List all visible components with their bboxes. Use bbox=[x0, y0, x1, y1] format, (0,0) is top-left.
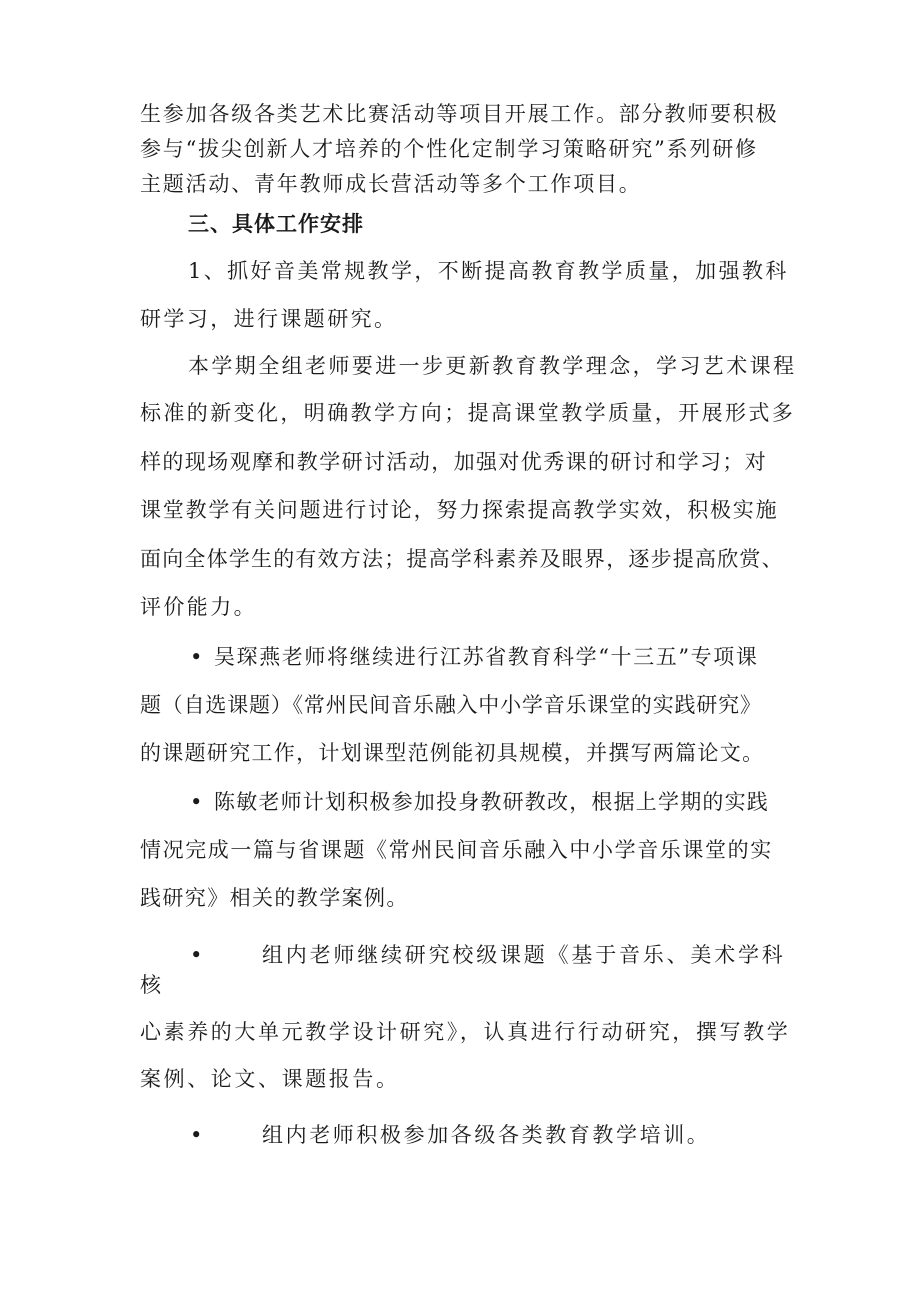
bullet-marker: • bbox=[190, 943, 203, 967]
text-line: 践研究》相关的教学案例。 bbox=[140, 886, 409, 910]
text-line: 样的现场观摩和教学研讨活动，加强对优秀课的研讨和学习；对 bbox=[140, 450, 768, 474]
bullet-marker: • bbox=[190, 645, 203, 669]
text-line: 的课题研究工作，计划课型范例能初具规模，并撰写两篇论文。 bbox=[140, 741, 765, 765]
text-line: 生参加各级各类艺术比赛活动等项目开展工作。部分教师要积极 bbox=[140, 102, 779, 126]
bullet-marker: • bbox=[190, 1123, 203, 1147]
text-line: 课堂教学有关问题进行讨论，努力探索提高教学实效，积极实施 bbox=[140, 498, 779, 522]
text-line: 案例、论文、课题报告。 bbox=[140, 1067, 400, 1091]
text-line: 面向全体学生的有效方法；提高学科素养及眼界，逐步提高欣赏、 bbox=[140, 547, 784, 571]
text-line: 情况完成一篇与省课题《常州民间音乐融入中小学音乐课堂的实 bbox=[140, 838, 773, 862]
text-line: 心素养的大单元教学设计研究》，认真进行行动研究，撰写教学 bbox=[140, 1020, 791, 1044]
bullet-marker: • bbox=[190, 790, 203, 814]
text-line: 组内老师积极参加各级各类教育教学培训。 bbox=[262, 1123, 711, 1147]
text-line: 主题活动、青年教师成长营活动等多个工作项目。 bbox=[140, 172, 642, 196]
text-line: 参与“拔尖创新人才培养的个性化定制学习策略研究”系列研修 bbox=[140, 137, 758, 161]
text-line: 1、抓好音美常规教学，不断提高教育教学质量，加强教科 bbox=[188, 259, 789, 283]
text-line: 核 bbox=[140, 973, 164, 997]
text-line: 题（自选课题）《常州民间音乐融入中小学音乐课堂的实践研究》 bbox=[140, 693, 762, 717]
text-line: 吴琛燕老师将继续进行江苏省教育科学“十三五”专项课 bbox=[214, 645, 759, 669]
text-line: 组内老师继续研究校级课题《基于音乐、美术学科 bbox=[262, 943, 786, 967]
text-line: 评价能力。 bbox=[140, 595, 257, 619]
text-line: 陈敏老师计划积极参加投身教研教改，根据上学期的实践 bbox=[214, 790, 769, 814]
section-heading: 三、具体工作安排 bbox=[188, 212, 364, 236]
text-line: 本学期全组老师要进一步更新教育教学理念，学习艺术课程 bbox=[188, 354, 797, 378]
text-line: 研学习，进行课题研究。 bbox=[140, 307, 398, 331]
text-line: 标准的新变化，明确教学方向；提高课堂教学质量，开展形式多 bbox=[140, 401, 796, 425]
